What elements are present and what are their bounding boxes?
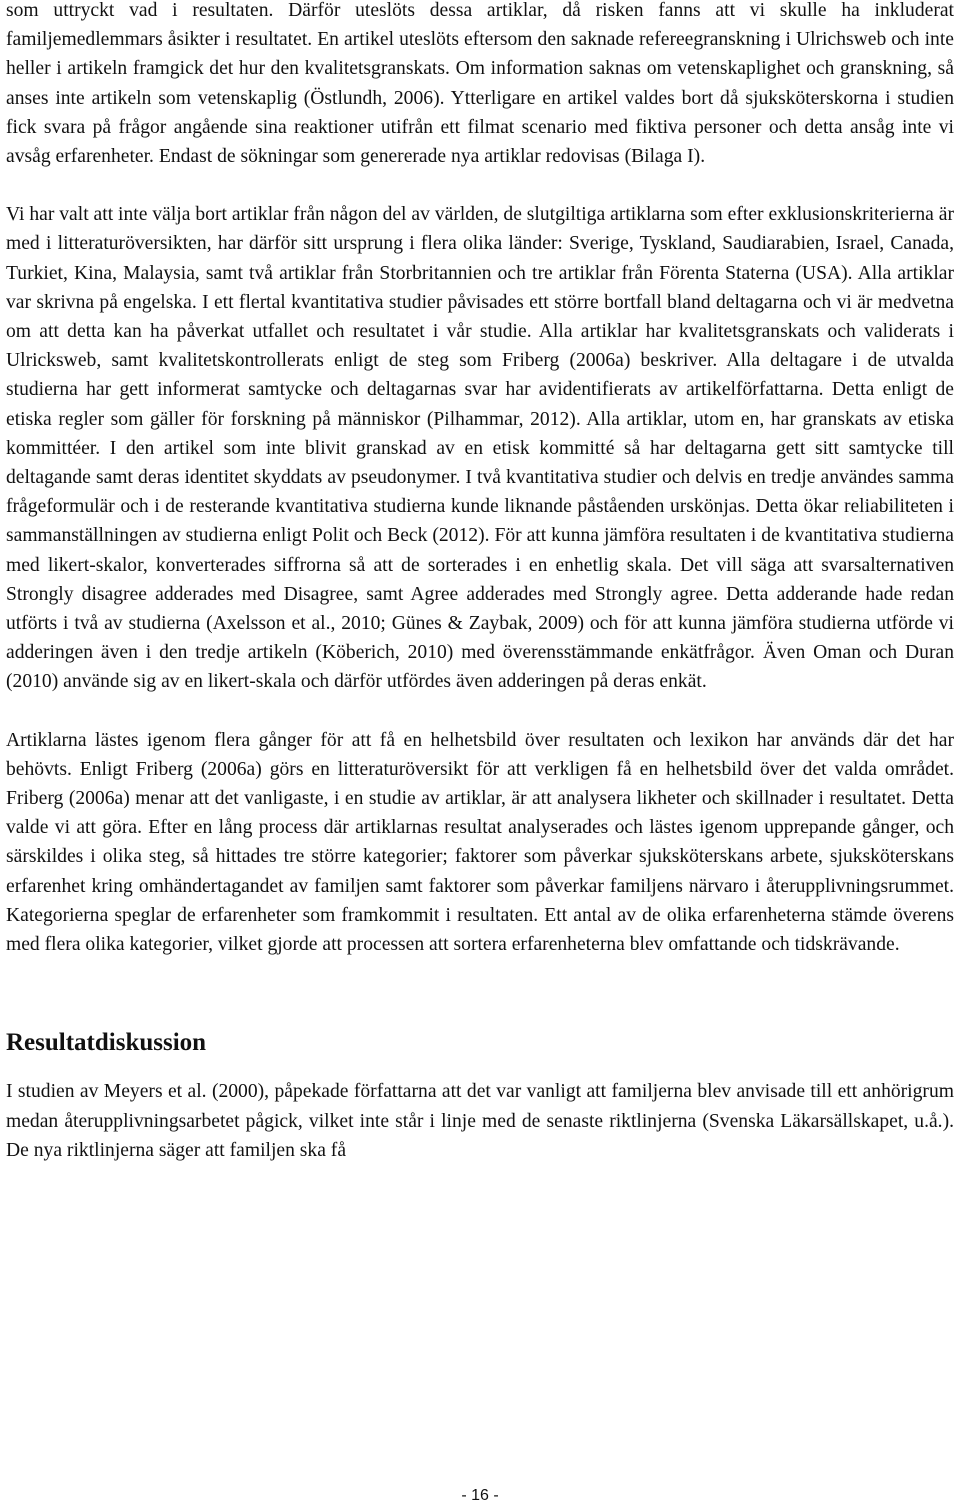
page-number: - 16 - (461, 1487, 499, 1504)
paragraph-discussion: I studien av Meyers et al. (2000), påpekade författarna att det var vanligt att familjerna blev anvisade till ett anhörigrum medan återupplivningsarbetet pågick, vilket inte står i linje med de senaste riktlinjerna (Svenska Läkarsällskapet, u.å.). De nya riktlinjerna säger att familjen ska få (6, 1081, 954, 1161)
section-heading: Resultatdiskussion (6, 1029, 207, 1057)
paragraph-analysis: Artiklarna lästes igenom flera gånger för att få en helhetsbild över resultaten och lexikon har används där det har behövts. Enligt Friberg (2006a) görs en litteraturöversikt för att verkligen få en helhetsbild över det valda området. Friberg (2006a) menar att det vanligaste, i en studie av artiklar, är att analysera likheter och skillnader i resultatet. Detta valde vi att göra. Efter en lång process där artiklarnas resultat analyserades och lästes igenom upprepande gånger, och särskildes i olika steg, så hittades tre större kategorier; faktorer som påverkar sjuksköterskans arbete, sjuksköterskans erfarenhet kring omhändertagandet av familjen samt faktorer som påverkar familjens närvaro i återupplivningsrummet. Kategorierna speglar de erfarenheter som framkommit i resultaten. Ett antal av de olika erfarenheterna stämde överens med flera olika kategorier, vilket gjorde att processen att sortera erfarenheterna blev omfattande och tidskrävande. (6, 729, 954, 956)
paragraph-exclusion: som uttryckt vad i resultaten. Därför uteslöts dessa artiklar, då risken fanns att vi skulle ha inkluderat familjemedlemmars åsikter i resultatet. En artikel uteslöts eftersom den saknade refereegranskning i Ulrichsweb och inte heller i artikeln framgick det hur den kvalitetsgranskats. Om information saknas om vetenskaplighet och granskning, så anses inte artikeln som vetenskaplig (Östlundh, 2006). Ytterligare en artikel valdes bort då sjuksköterskorna i studien fick svara på frågor angående sina reaktioner utifrån ett filmat scenario med fiktiva personer och detta ansåg inte vi avsåg erfarenheter. Endast de sökningar som genererade nya artiklar redovisas (Bilaga I). (6, 0, 954, 168)
paragraph-article-origin: Vi har valt att inte välja bort artiklar från någon del av världen, de slutgiltiga artiklarna som efter exklusionskriterierna är med i litteraturöversikten, har därför sitt ursprung i flera olika länder: Sverige, Tyskland, Saudiarabien, Israel, Canada, Turkiet, Kina, Malaysia, samt två artiklar från Storbritannien och tre artiklar från Förenta Staterna (USA). Alla artiklar var skrivna på engelska. I ett flertal kvantitativa studier påvisades ett större bortfall bland deltagarna och vi är medvetna om att detta kan ha påverkat utfallet och resultatet i vår studie. Alla artiklar har kvalitetsgranskats och validerats i Ulricksweb, samt kvalitetskontrollerats enligt de steg som Friberg (2006a) beskriver. Alla deltagare i de utvalda studierna har gett informerat samtycke och deltagarnas svar har avidentifierats av artikelförfattarna. Detta enligt de etiska regler som gäller för forskning på människor (Pilhammar, 2012). Alla artiklar, utom en, har granskats av etiska kommittéer. I den artikel som inte blivit granskad av en etisk kommitté så har deltagarna gett sitt samtycke till deltagande samt deras identitet skyddats av pseudonymer. I två kvantitativa studier och delvis en tredje användes samma frågeformulär och i de resterande kvantitativa studierna kunde liknande påståenden urskönjas. Detta ökar reliabiliteten i sammanställningen av studierna enligt Polit och Beck (2012). För att kunna jämföra resultaten i de kvantitativa studierna med likert-skalor, konverterades siffrorna så att de sorterades i en enhetlig skala. Det vill säga att svarsalternativen Strongly disagree adderades med Disagree, samt Agree adderades med Strongly agree. Detta adderande hade redan utförts i två av studierna (Axelsson et al., 2010; Günes & Zaybak, 2009) och för att kunna jämföra studierna utförde vi adderingen även i den tredje artikeln (Köberich, 2010) med överensstämmande enkätfrågor. Även Oman och Duran (2010) använde sig av en likert-skala och därför utfördes även adderingen på deras enkät. (6, 204, 954, 693)
document-page (6, 0, 954, 1165)
